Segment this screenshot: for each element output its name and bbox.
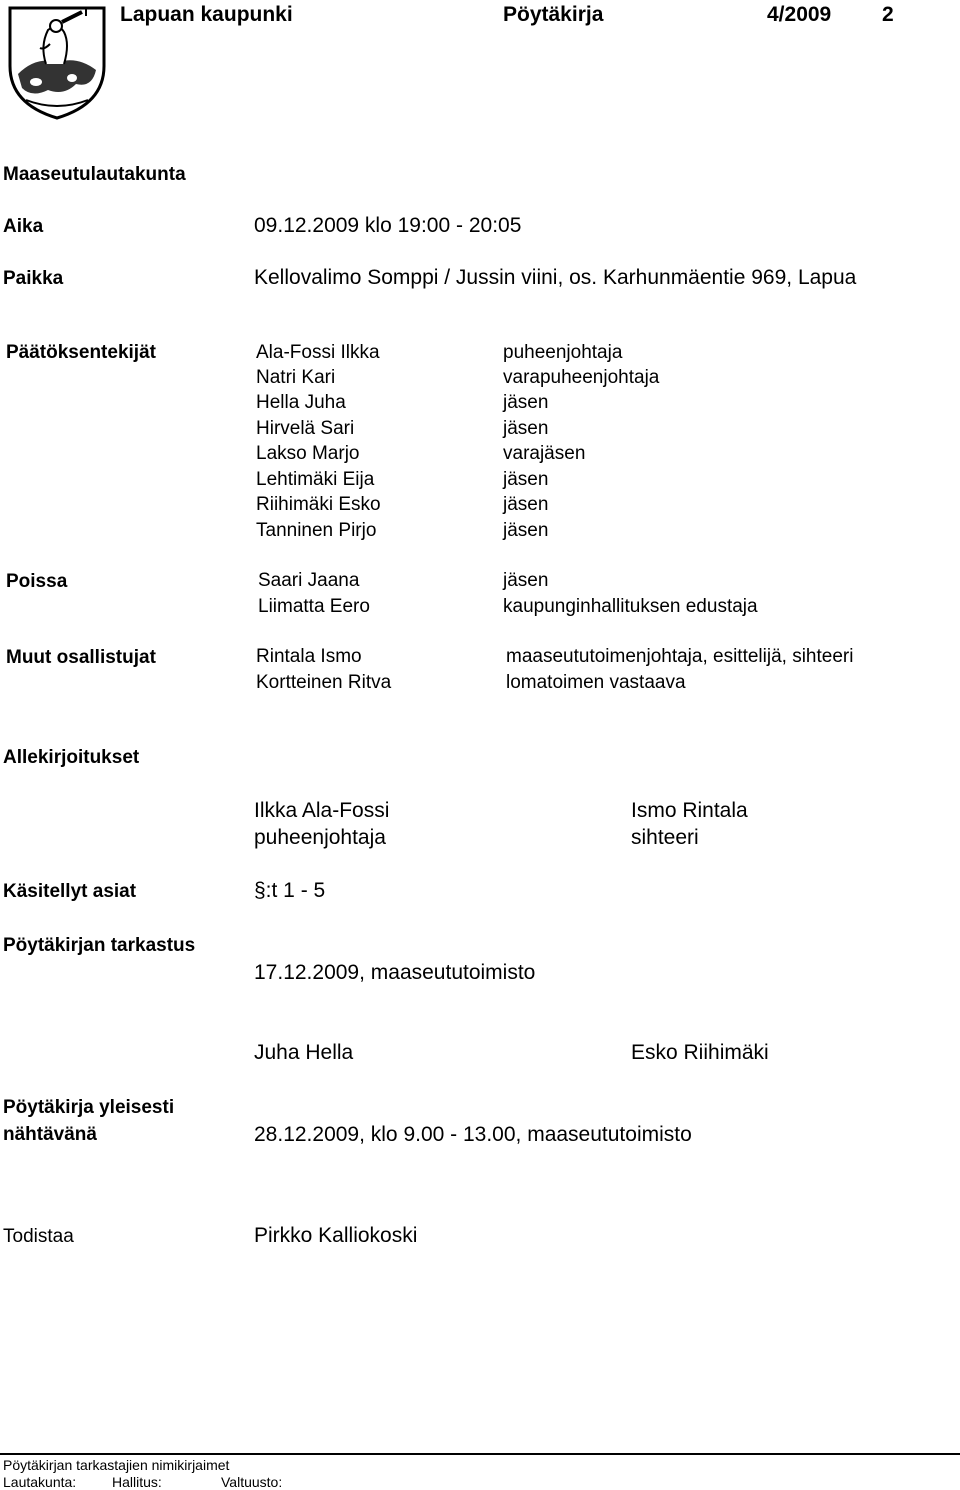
others-label: Muut osallistujat <box>6 647 156 668</box>
footer-lautakunta: Lautakunta: <box>3 1474 77 1490</box>
member-role: jäsen <box>503 392 549 413</box>
header-page: 2 <box>882 3 894 26</box>
public-label-line2: nähtävänä <box>3 1124 97 1145</box>
member-name: Natri Kari <box>256 367 336 388</box>
other-role: lomatoimen vastaava <box>506 672 686 693</box>
member-role: jäsen <box>503 469 549 490</box>
member-name: Lehtimäki Eija <box>256 469 375 490</box>
decision-makers-label: Päätöksentekijät <box>6 342 156 363</box>
time-label: Aika <box>3 216 44 237</box>
items-label: Käsitellyt asiat <box>3 881 137 902</box>
member-role: jäsen <box>503 520 549 541</box>
member-role: puheenjohtaja <box>503 342 623 363</box>
member-name: Lakso Marjo <box>256 443 360 464</box>
time-value: 09.12.2009 klo 19:00 - 20:05 <box>254 214 522 237</box>
absent-label: Poissa <box>6 571 68 592</box>
header-number: 4/2009 <box>767 3 832 26</box>
absent-role: jäsen <box>503 570 549 591</box>
public-value: 28.12.2009, klo 9.00 - 13.00, maaseututoimisto <box>254 1123 692 1146</box>
footer-divider <box>0 1453 960 1455</box>
review-value: 17.12.2009, maaseututoimisto <box>254 961 536 984</box>
secretary-name: Ismo Rintala <box>631 799 748 822</box>
public-label-line1: Pöytäkirja yleisesti <box>3 1097 175 1118</box>
reviewer-1: Juha Hella <box>254 1041 354 1064</box>
review-label: Pöytäkirjan tarkastus <box>3 935 196 956</box>
absent-name: Liimatta Eero <box>258 596 370 617</box>
other-name: Kortteinen Ritva <box>256 672 392 693</box>
other-name: Rintala Ismo <box>256 646 362 667</box>
coat-of-arms-logo <box>6 4 108 120</box>
member-role: varapuheenjohtaja <box>503 367 660 388</box>
member-name: Tanninen Pirjo <box>256 520 377 541</box>
certify-label: Todistaa <box>3 1226 74 1247</box>
absent-name: Saari Jaana <box>258 570 360 591</box>
footer-valtuusto: Valtuusto: <box>221 1474 283 1490</box>
member-name: Ala-Fossi Ilkka <box>256 342 380 363</box>
chair-name: Ilkka Ala-Fossi <box>254 799 390 822</box>
signatures-label: Allekirjoitukset <box>3 747 140 768</box>
header-org: Lapuan kaupunki <box>120 3 293 26</box>
other-role: maaseututoimenjohtaja, esittelijä, sihteeri <box>506 646 854 667</box>
member-name: Hella Juha <box>256 392 346 413</box>
footer-initials-label: Pöytäkirjan tarkastajien nimikirjaimet <box>3 1457 230 1473</box>
member-role: jäsen <box>503 418 549 439</box>
place-label: Paikka <box>3 268 64 289</box>
secretary-title: sihteeri <box>631 826 699 849</box>
member-name: Hirvelä Sari <box>256 418 355 439</box>
reviewer-2: Esko Riihimäki <box>631 1041 769 1064</box>
committee-title: Maaseutulautakunta <box>3 164 186 185</box>
place-value: Kellovalimo Somppi / Jussin viini, os. Karhunmäentie 969, Lapua <box>254 266 857 289</box>
absent-role: kaupunginhallituksen edustaja <box>503 596 758 617</box>
header-doc-type: Pöytäkirja <box>503 3 604 26</box>
footer-hallitus: Hallitus: <box>112 1474 162 1490</box>
certify-value: Pirkko Kalliokoski <box>254 1224 418 1247</box>
items-value: §:t 1 - 5 <box>254 879 326 902</box>
member-name: Riihimäki Esko <box>256 494 381 515</box>
chair-title: puheenjohtaja <box>254 826 386 849</box>
member-role: jäsen <box>503 494 549 515</box>
member-role: varajäsen <box>503 443 586 464</box>
